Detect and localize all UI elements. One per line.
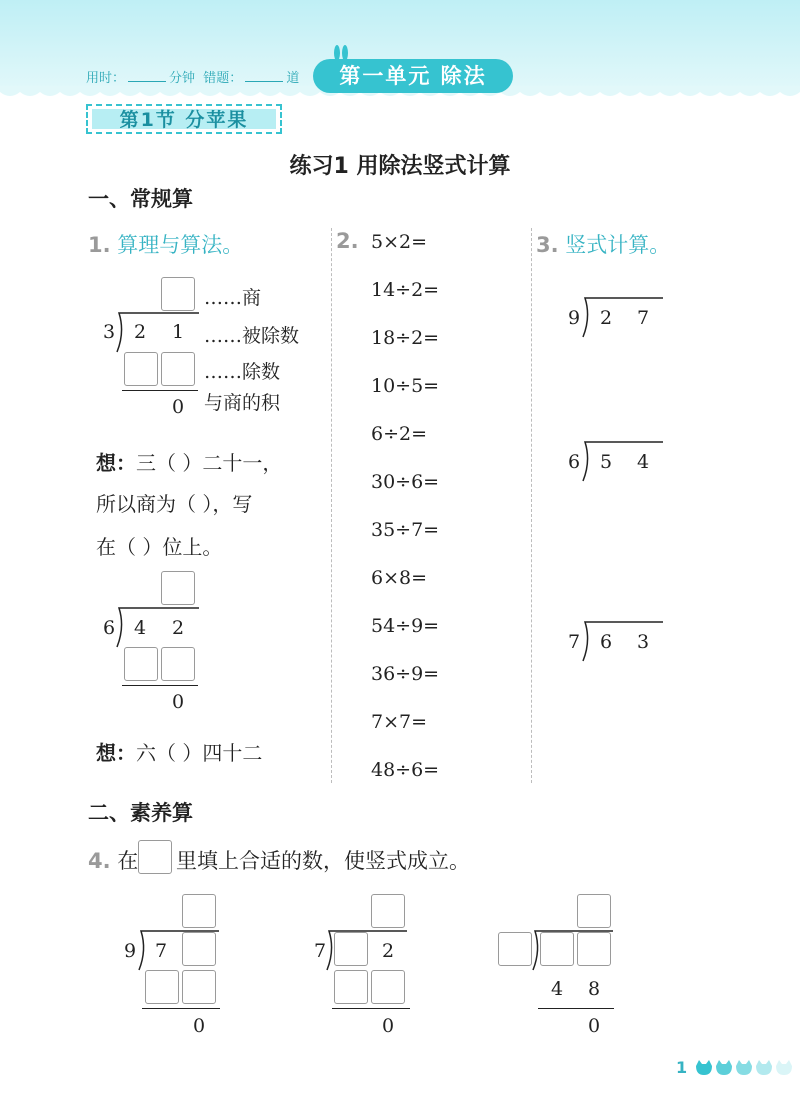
q1-ex1-product-ones-box[interactable] — [161, 352, 195, 386]
q1-ex2-quotient-box[interactable] — [161, 571, 195, 605]
q1-ex1-divisor: 3 — [103, 321, 116, 343]
q1-ex1-note-product-1: ……除数 — [204, 361, 281, 383]
q1-ex2-product-tens-box[interactable] — [124, 647, 158, 681]
q1-ex1-remainder: 0 — [172, 396, 185, 418]
errors-blank[interactable] — [245, 81, 283, 82]
q4-p1-remainder: 0 — [193, 1015, 206, 1037]
column-divider-2 — [531, 228, 532, 783]
q1-ex1-note-quotient: ……商 — [204, 287, 262, 309]
q1-ex2-think-prefix: 想： — [96, 741, 136, 765]
q4-text-before: 在 — [117, 849, 139, 873]
q1-ex1-note-product-2: 与商的积 — [204, 392, 281, 414]
q1-ex1-dividend-ones: 1 — [172, 321, 185, 343]
q4-number: 4. — [88, 849, 111, 873]
q2-item-8: 6×8= — [371, 567, 428, 589]
q2-item-10: 36÷9= — [371, 663, 440, 685]
q1-ex1-think-line3: 在（ ）位上。 — [96, 535, 223, 559]
q3-heading — [536, 229, 670, 259]
q3-p1-dividend-tens: 2 — [600, 307, 613, 329]
q2-item-7: 35÷7= — [371, 519, 440, 541]
q4-p3-divisor-box[interactable] — [498, 932, 532, 966]
q2-number-wrap — [336, 229, 359, 253]
q4-p3-quotient-box[interactable] — [577, 894, 611, 928]
q4-p3-subtract-line — [538, 1008, 614, 1009]
q4-p2-dividend-ones: 2 — [382, 940, 395, 962]
q3-p3-dividend-tens: 6 — [600, 631, 613, 653]
q4-p1-dividend-tens: 7 — [155, 940, 168, 962]
q1-ex2-think-text1: 六（ ）四十二 — [136, 741, 263, 765]
time-blank[interactable] — [128, 81, 166, 82]
q1-ex1-think-line2: 所以商为（ ），写 — [96, 492, 253, 516]
q3-text: 竖式计算。 — [565, 233, 671, 257]
q4-p2-product-ones-box[interactable] — [371, 970, 405, 1004]
q1-ex2-division-bracket — [116, 607, 200, 649]
q4-p2-subtract-line — [332, 1008, 410, 1009]
q1-ex2-dividend-ones: 2 — [172, 617, 185, 639]
q2-item-4: 10÷5= — [371, 375, 440, 397]
time-label: 用时： — [86, 71, 126, 86]
q2-item-6: 30÷6= — [371, 471, 440, 493]
section-tag-label: 第1节 分苹果 — [92, 109, 276, 129]
q4-p1-quotient-box[interactable] — [182, 894, 216, 928]
part2-heading: 二、素养算 — [88, 801, 193, 825]
q2-item-2: 14÷2= — [371, 279, 440, 301]
q4-p3-product-ones: 8 — [588, 978, 601, 1000]
q1-ex1-think-prefix: 想： — [96, 451, 136, 475]
q2-item-11: 7×7= — [371, 711, 428, 733]
q4-p3-dividend-tens-box[interactable] — [540, 932, 574, 966]
q3-p3-dividend-ones: 3 — [637, 631, 650, 653]
q4-p2-dividend-tens-box[interactable] — [334, 932, 368, 966]
q2-item-9: 54÷9= — [371, 615, 440, 637]
q1-ex2-divisor: 6 — [103, 617, 116, 639]
q3-p2-dividend-ones: 4 — [637, 451, 650, 473]
q1-ex2-product-ones-box[interactable] — [161, 647, 195, 681]
section-tag — [86, 104, 282, 134]
q1-text: 算理与算法。 — [117, 233, 244, 257]
q3-p1-divisor: 9 — [568, 307, 581, 329]
q2-item-5: 6÷2= — [371, 423, 428, 445]
q1-heading — [88, 229, 243, 259]
q1-ex1-product-tens-box[interactable] — [124, 352, 158, 386]
q3-number: 3. — [536, 233, 559, 257]
q2-item-12: 48÷6= — [371, 759, 440, 781]
q3-p1-division-bracket — [582, 297, 664, 339]
q1-ex1-note-dividend: ……被除数 — [204, 325, 300, 347]
q1-ex2-dividend-tens: 4 — [134, 617, 147, 639]
q2-item-1: 5×2= — [371, 231, 428, 253]
q1-ex2-subtract-line — [122, 685, 198, 686]
q1-ex1-think-text1: 三（ ）二十一， — [136, 451, 283, 475]
q1-ex1-think-line1 — [96, 447, 282, 476]
q1-ex2-think-line1 — [96, 737, 262, 766]
footer-cat-faces-decoration — [694, 1058, 794, 1078]
q4-instruction-box-icon — [138, 840, 172, 874]
q1-ex2-remainder: 0 — [172, 691, 185, 713]
q1-ex1-division-bracket — [116, 312, 200, 354]
q4-p3-product-tens: 4 — [551, 978, 564, 1000]
q4-p2-remainder: 0 — [382, 1015, 395, 1037]
q4-p2-quotient-box[interactable] — [371, 894, 405, 928]
q1-ex1-dividend-tens: 2 — [134, 321, 147, 343]
q4-p2-product-tens-box[interactable] — [334, 970, 368, 1004]
q1-ex1-subtract-line — [122, 390, 198, 391]
page-title: 练习1 用除法竖式计算 — [289, 154, 511, 179]
q3-p3-divisor: 7 — [568, 631, 581, 653]
errors-label: 错题： — [203, 71, 243, 86]
q3-p2-division-bracket — [582, 441, 664, 483]
q3-p2-dividend-tens: 5 — [600, 451, 613, 473]
time-errors-record — [86, 67, 299, 86]
q2-item-3: 18÷2= — [371, 327, 440, 349]
q4-p1-subtract-line — [142, 1008, 220, 1009]
q2-number: 2. — [336, 229, 359, 253]
column-divider-1 — [331, 228, 332, 783]
unit-title: 第一单元 除法 — [313, 59, 513, 93]
q4-p1-product-tens-box[interactable] — [145, 970, 179, 1004]
q3-p1-dividend-ones: 7 — [637, 307, 650, 329]
q4-p1-product-ones-box[interactable] — [182, 970, 216, 1004]
q4-p3-dividend-ones-box[interactable] — [577, 932, 611, 966]
time-unit: 分钟 — [169, 71, 196, 86]
page-number: 1 — [676, 1058, 688, 1077]
part1-heading: 一、常规算 — [88, 187, 193, 211]
q3-p3-division-bracket — [582, 621, 664, 663]
q4-p1-divisor: 9 — [124, 940, 137, 962]
q4-p3-remainder: 0 — [588, 1015, 601, 1037]
q4-p1-dividend-ones-box[interactable] — [182, 932, 216, 966]
q1-ex1-quotient-box[interactable] — [161, 277, 195, 311]
q4-heading — [88, 845, 138, 875]
q1-number: 1. — [88, 233, 111, 257]
q4-p2-divisor: 7 — [314, 940, 327, 962]
q3-p2-divisor: 6 — [568, 451, 581, 473]
errors-unit: 道 — [286, 71, 300, 86]
q4-text-after: 里填上合适的数，使竖式成立。 — [176, 849, 470, 873]
